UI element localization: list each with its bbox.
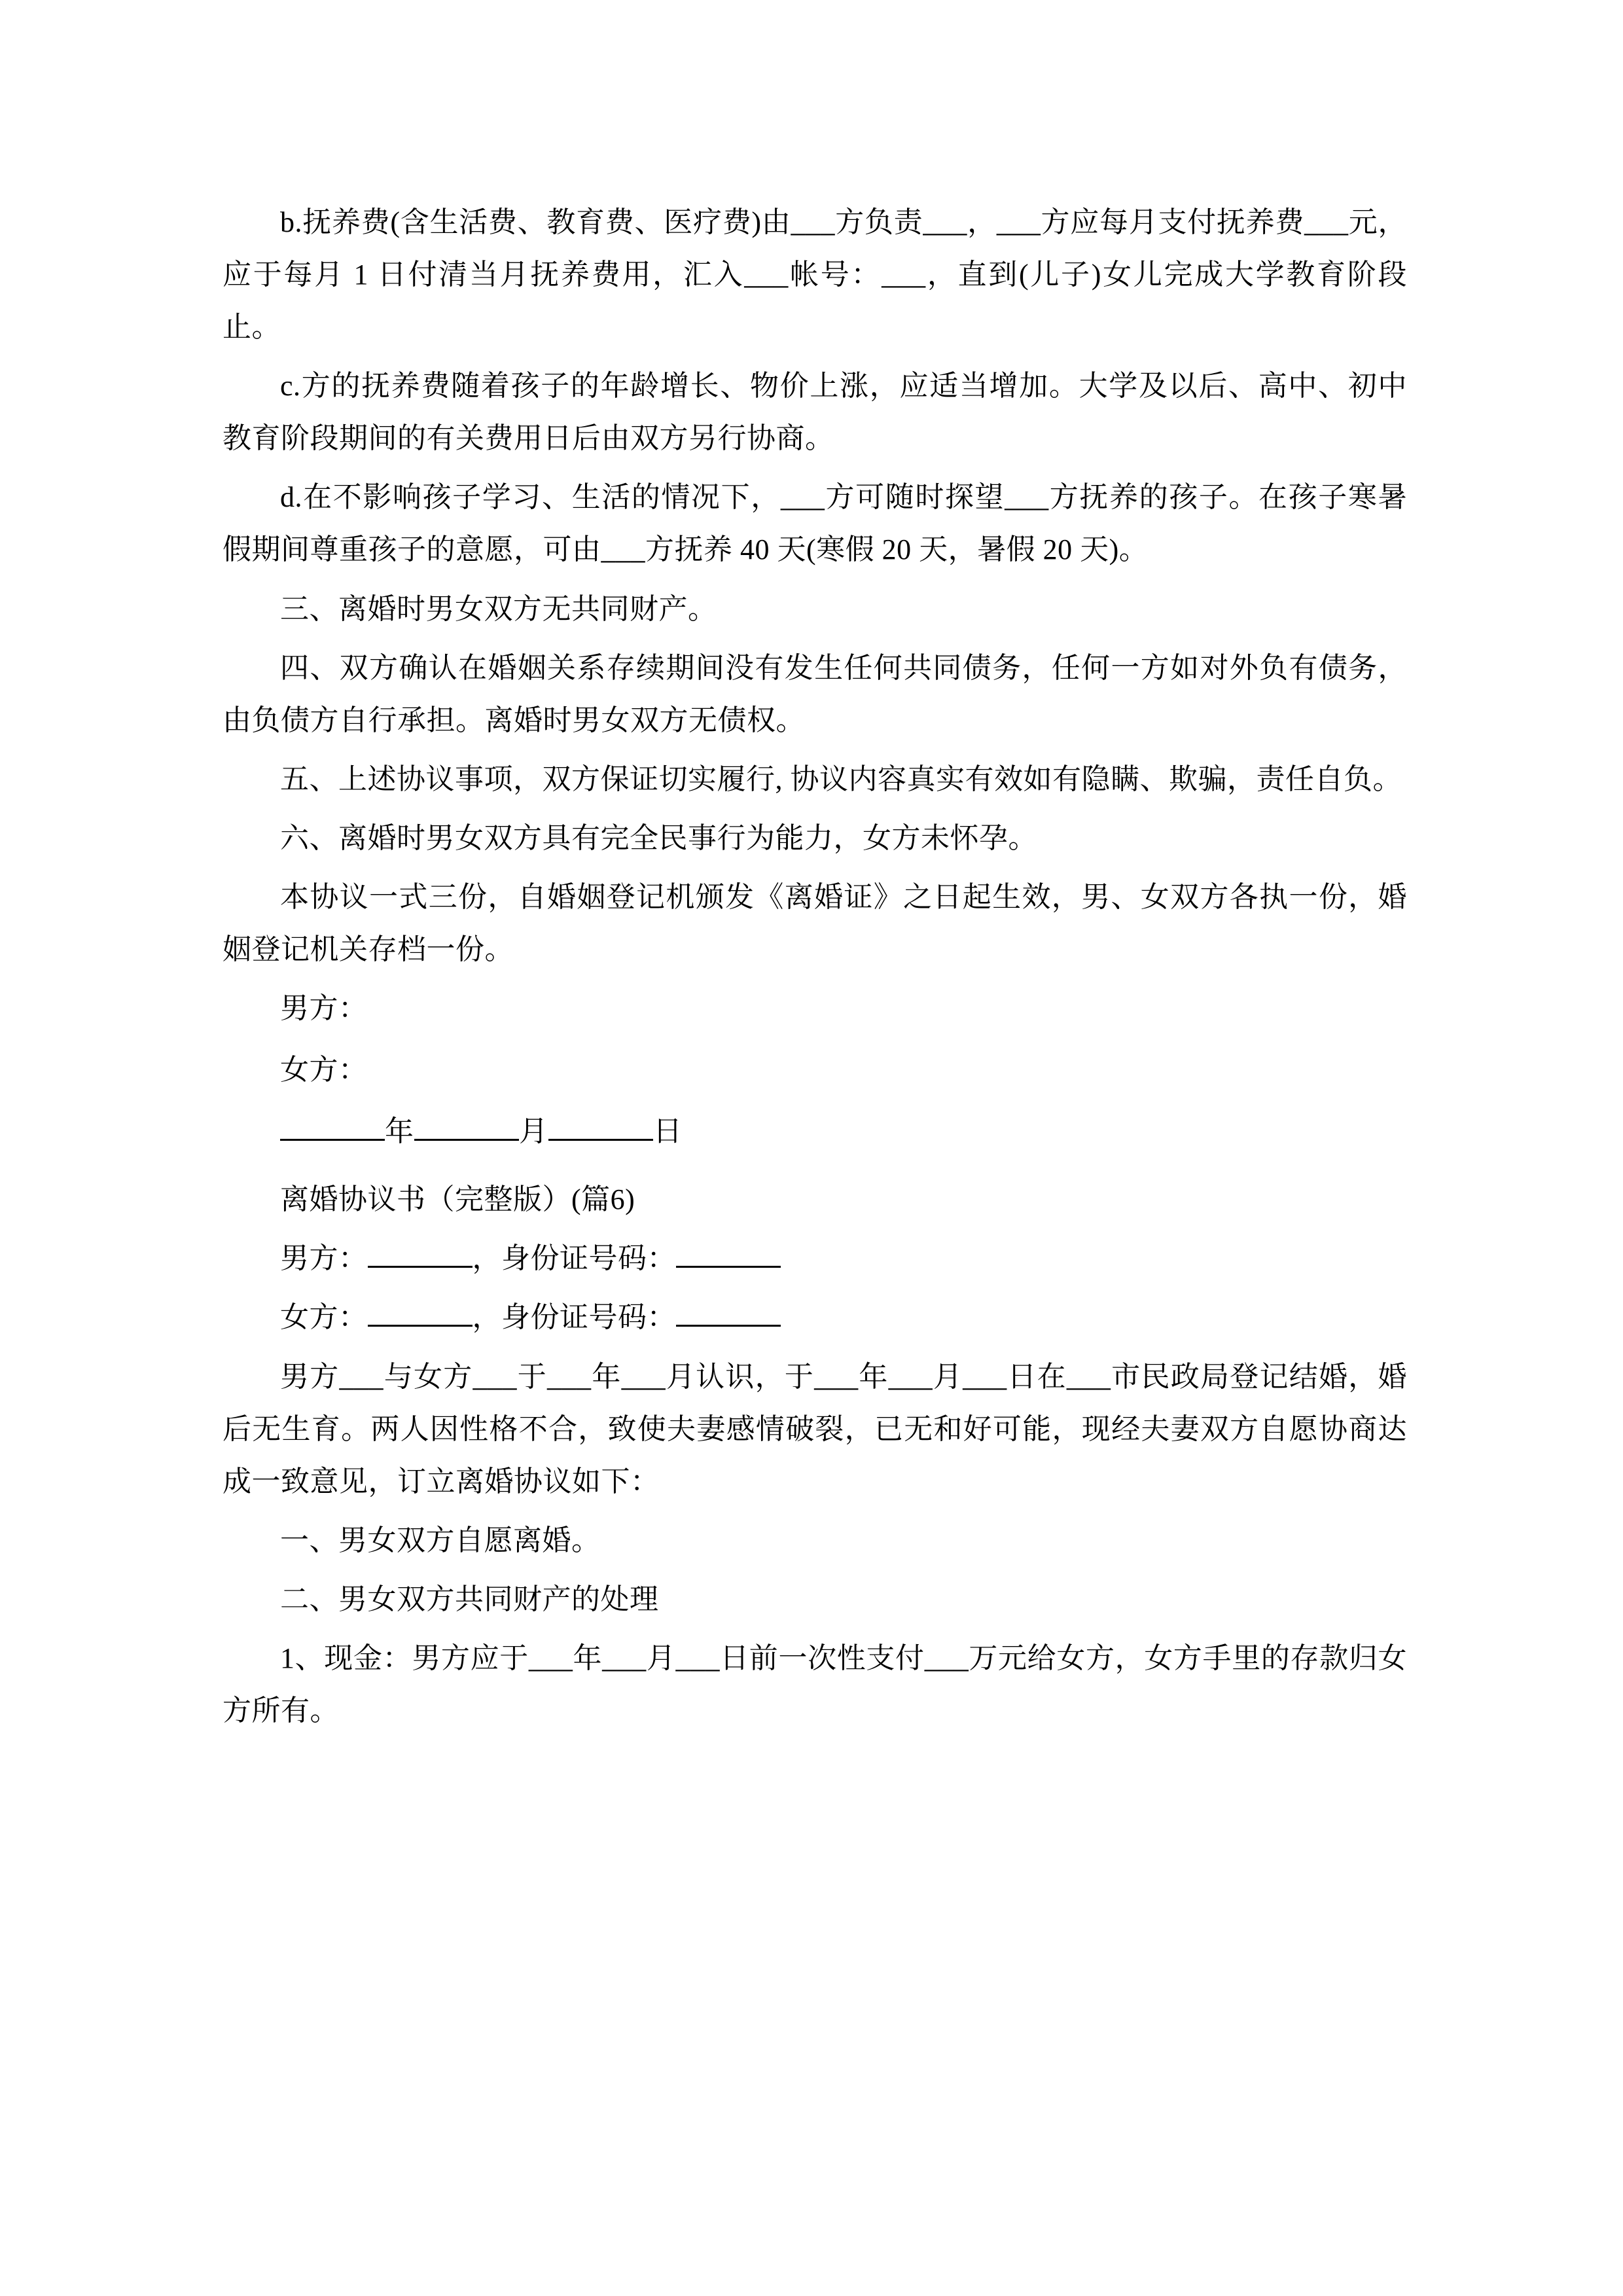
- date-line: [223, 1105, 1407, 1158]
- paragraph-fee-increase: c.方的抚养费随着孩子的年龄增长、物价上涨，应适当增加。大学及以后、高中、初中教育阶段期间的有关费用日后由双方另行协商。: [223, 370, 1407, 455]
- date-month-blank: [414, 1110, 519, 1141]
- paragraph-item-four: 四、双方确认在婚姻关系存续期间没有发生任何共同债务，任何一方如对外负有债务，由负债方自行承担。离婚时男女双方无债权。: [223, 651, 1407, 736]
- paragraph-marriage-intro: 男方___与女方___于___年___月认识，于___年___月___日在___市民政局登记结婚，婚后无生育。两人因性格不合，致使夫妻感情破裂，已无和好可能，现经夫妻双方自愿协商达成一致意见，订立离婚协议如下：: [223, 1360, 1407, 1498]
- party-female-name-blank: [368, 1296, 473, 1327]
- document-body: [223, 196, 1407, 1737]
- paragraph2-item-two-one: 1、现金：男方应于___年___月___日前一次性支付___万元给女方，女方手里的存款归女方所有。: [223, 1641, 1407, 1727]
- paragraph-visitation: d.在不影响孩子学习、生活的情况下，___方可随时探望___方抚养的孩子。在孩子寒暑假期间尊重孩子的意愿，可由___方抚养 40 天(寒假 20 天，暑假 20 天)。: [223, 481, 1407, 566]
- party-male-prefix: 男方：: [280, 1242, 368, 1275]
- paragraph2-item-two: 二、男女双方共同财产的处理: [280, 1583, 659, 1615]
- paragraph-copies: 本协议一式三份，自婚姻登记机颁发《离婚证》之日起生效，男、女双方各执一份，婚姻登记机关存档一份。: [223, 880, 1407, 966]
- paragraph2-item-one: 一、男女双方自愿离婚。: [280, 1524, 601, 1556]
- party-male-name-blank: [368, 1237, 473, 1268]
- date-day-blank: [548, 1110, 653, 1141]
- signature-male-label: 男方：: [280, 992, 368, 1025]
- signature-female-label: 女方：: [280, 1054, 368, 1086]
- party-female-id-blank: [676, 1296, 781, 1327]
- party-male-id-blank: [676, 1237, 781, 1268]
- date-year-blank: [280, 1110, 385, 1141]
- party-line-male: [223, 1232, 1407, 1285]
- date-day-label: 日: [653, 1115, 683, 1148]
- section-title: 离婚协议书（完整版）(篇6): [280, 1183, 635, 1216]
- party-female-prefix: 女方：: [280, 1301, 368, 1334]
- party-female-middle: ，身份证号码：: [472, 1301, 676, 1334]
- party-line-female: [223, 1291, 1407, 1344]
- party-male-middle: ，身份证号码：: [472, 1242, 676, 1275]
- date-month-label: 月: [519, 1115, 548, 1148]
- paragraph-item-three: 三、离婚时男女双方无共同财产。: [280, 592, 717, 625]
- date-year-label: 年: [385, 1115, 414, 1148]
- paragraph-item-six: 六、离婚时男女双方具有完全民事行为能力，女方未怀孕。: [280, 821, 1037, 854]
- paragraph-support-fee: b.抚养费(含生活费、教育费、医疗费)由___方负责___，___方应每月支付抚养费___元，应于每月 1 日付清当月抚养费用，汇入___帐号：___，直到(儿子)女儿完成大学教育阶段止。: [223, 206, 1407, 344]
- paragraph-item-five: 五、上述协议事项，双方保证切实履行, 协议内容真实有效如有隐瞒、欺骗，责任自负。: [280, 762, 1402, 795]
